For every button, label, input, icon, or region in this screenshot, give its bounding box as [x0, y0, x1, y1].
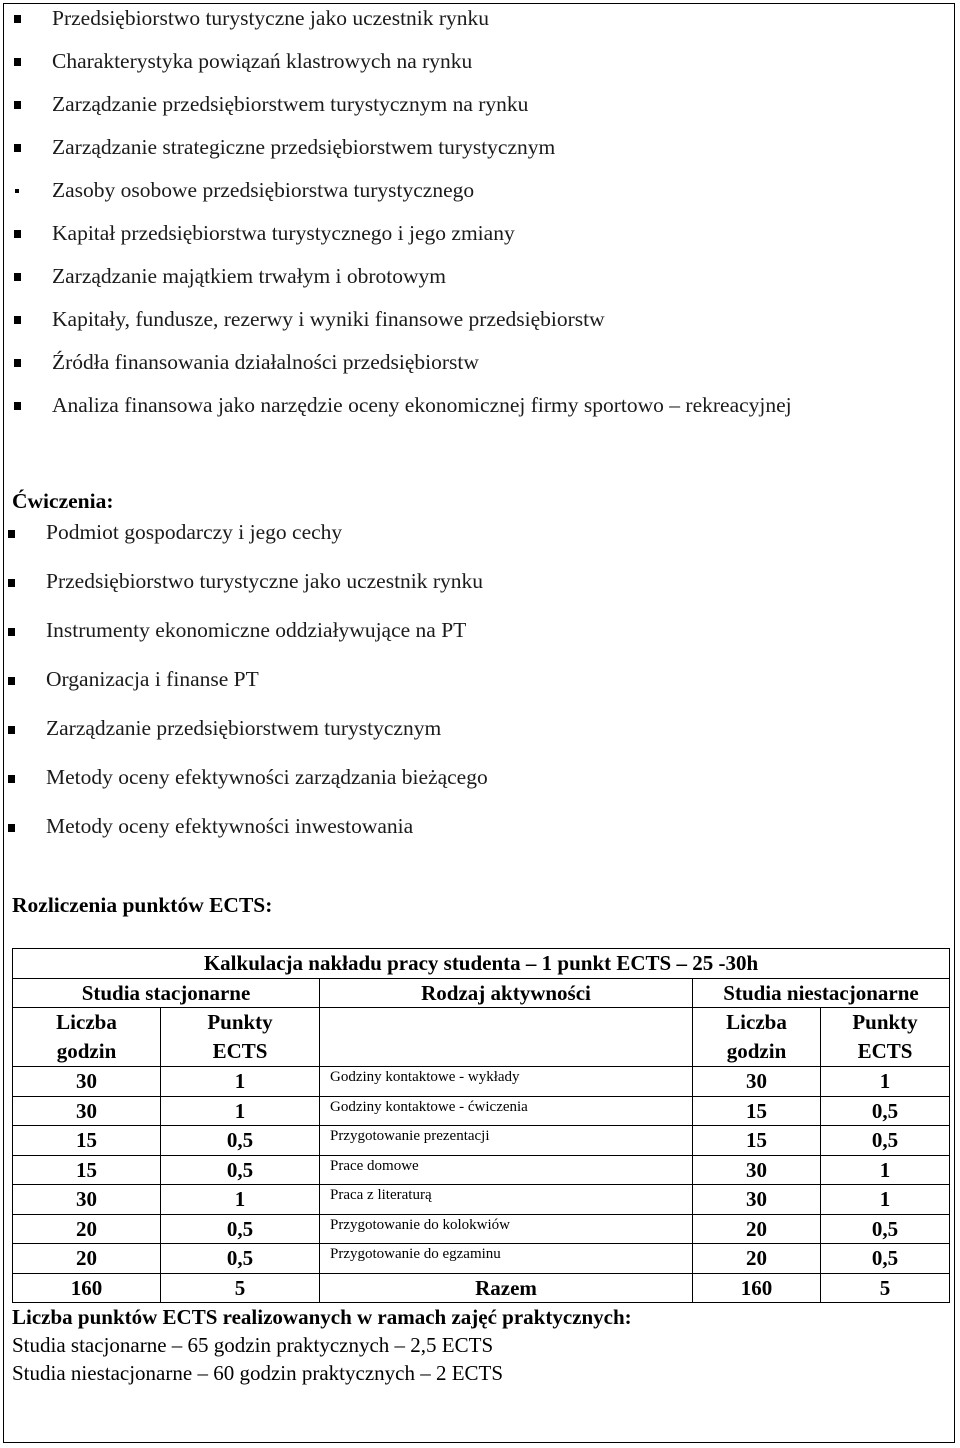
bullet-icon	[14, 15, 21, 23]
cell-nonstationary-hours: 30	[693, 1155, 821, 1185]
cell-activity: Przygotowanie prezentacji	[320, 1126, 693, 1156]
cell-nonstationary-points: 0,5	[821, 1244, 950, 1274]
cell-activity: Godziny kontaktowe - ćwiczenia	[320, 1096, 693, 1126]
bullet-icon	[8, 726, 15, 734]
cell-stationary-points: 0,5	[161, 1214, 320, 1244]
list-item: Metody oceny efektywności inwestowania	[46, 814, 414, 838]
cell-nonstationary-points: 0,5	[821, 1126, 950, 1156]
cell-stationary-hours: 20	[13, 1244, 161, 1274]
bullet-icon	[14, 58, 21, 66]
practical-heading: Liczba punktów ECTS realizowanych w ramach zajęć praktycznych:	[12, 1305, 632, 1329]
cell-nonstationary-points: 1	[821, 1185, 950, 1215]
bullet-icon	[14, 230, 21, 238]
cell-activity: Przygotowanie do egzaminu	[320, 1244, 693, 1274]
list-item: Źródła finansowania działalności przedsiębiorstw	[52, 350, 479, 374]
header-stationary: Studia stacjonarne	[13, 978, 320, 1008]
total-nonstationary-points: 5	[821, 1273, 950, 1303]
list-item: Przedsiębiorstwo turystyczne jako uczestnik rynku	[46, 569, 484, 593]
cell-stationary-points: 0,5	[161, 1244, 320, 1274]
table-row	[13, 1096, 950, 1126]
cell-stationary-hours: 20	[13, 1214, 161, 1244]
list-item: Zarządzanie majątkiem trwałym i obrotowym	[52, 264, 447, 288]
total-stationary-points: 5	[161, 1273, 320, 1303]
header-nonstationary: Studia niestacjonarne	[693, 978, 950, 1008]
table-total-row	[13, 1273, 950, 1303]
bullet-icon	[14, 402, 21, 410]
cell-nonstationary-hours: 15	[693, 1096, 821, 1126]
bullet-icon	[8, 530, 15, 538]
list-item: Zasoby osobowe przedsiębiorstwa turystycznego	[52, 178, 475, 202]
list-item: Kapitał przedsiębiorstwa turystycznego i jego zmiany	[52, 221, 515, 245]
bullet-icon	[15, 189, 19, 193]
cell-nonstationary-hours: 15	[693, 1126, 821, 1156]
list-item: Organizacja i finanse PT	[46, 667, 259, 691]
cell-stationary-points: 1	[161, 1067, 320, 1097]
exercises-heading: Ćwiczenia:	[12, 489, 114, 513]
table-header-row	[13, 978, 950, 1008]
practical-stationary: Studia stacjonarne – 65 godzin praktycznych – 2,5 ECTS	[12, 1333, 494, 1357]
cell-nonstationary-hours: 30	[693, 1067, 821, 1097]
cell-nonstationary-points: 0,5	[821, 1214, 950, 1244]
list-item: Charakterystyka powiązań klastrowych na rynku	[52, 49, 473, 73]
bullet-icon	[8, 628, 15, 636]
bullet-icon	[14, 359, 21, 367]
bullet-icon	[8, 824, 15, 832]
cell-stationary-hours: 15	[13, 1155, 161, 1185]
list-item: Instrumenty ekonomiczne oddziaływujące na PT	[46, 618, 467, 642]
total-label: Razem	[320, 1273, 693, 1303]
cell-activity: Godziny kontaktowe - wykłady	[320, 1067, 693, 1097]
ects-heading: Rozliczenia punktów ECTS:	[12, 893, 273, 917]
bullet-icon	[14, 316, 21, 324]
subheader-empty	[320, 1008, 693, 1067]
ects-table	[12, 948, 950, 1303]
cell-nonstationary-hours: 30	[693, 1185, 821, 1215]
bullet-icon	[8, 677, 15, 685]
bullet-icon	[8, 775, 15, 783]
cell-stationary-points: 1	[161, 1096, 320, 1126]
cell-nonstationary-points: 0,5	[821, 1096, 950, 1126]
cell-nonstationary-hours: 20	[693, 1214, 821, 1244]
total-nonstationary-hours: 160	[693, 1273, 821, 1303]
table-row	[13, 1244, 950, 1274]
total-stationary-hours: 160	[13, 1273, 161, 1303]
table-row	[13, 1067, 950, 1097]
cell-activity: Przygotowanie do kolokwiów	[320, 1214, 693, 1244]
list-item: Zarządzanie strategiczne przedsiębiorstwem turystycznym	[52, 135, 556, 159]
bullet-icon	[14, 273, 21, 281]
bullet-icon	[8, 579, 15, 587]
cell-stationary-hours: 15	[13, 1126, 161, 1156]
cell-stationary-hours: 30	[13, 1185, 161, 1215]
cell-stationary-points: 0,5	[161, 1155, 320, 1185]
list-item: Podmiot gospodarczy i jego cechy	[46, 520, 343, 544]
cell-stationary-hours: 30	[13, 1067, 161, 1097]
subheader-points: Punkty ECTS	[161, 1008, 320, 1067]
table-row	[13, 1185, 950, 1215]
subheader-hours: Liczba godzin	[693, 1008, 821, 1067]
cell-activity: Prace domowe	[320, 1155, 693, 1185]
subheader-points: Punkty ECTS	[821, 1008, 950, 1067]
bullet-icon	[14, 144, 21, 152]
cell-stationary-points: 0,5	[161, 1126, 320, 1156]
cell-activity: Praca z literaturą	[320, 1185, 693, 1215]
subheader-hours: Liczba godzin	[13, 1008, 161, 1067]
header-activity: Rodzaj aktywności	[320, 978, 693, 1008]
cell-nonstationary-hours: 20	[693, 1244, 821, 1274]
table-title: Kalkulacja nakładu pracy studenta – 1 punkt ECTS – 25 -30h	[13, 949, 950, 979]
cell-nonstationary-points: 1	[821, 1067, 950, 1097]
list-item: Analiza finansowa jako narzędzie oceny ekonomicznej firmy sportowo – rekreacyjnej	[52, 393, 792, 417]
list-item: Zarządzanie przedsiębiorstwem turystycznym	[46, 716, 442, 740]
table-title-row	[13, 949, 950, 979]
cell-stationary-points: 1	[161, 1185, 320, 1215]
list-item: Przedsiębiorstwo turystyczne jako uczestnik rynku	[52, 6, 490, 30]
table-row	[13, 1155, 950, 1185]
list-item: Kapitały, fundusze, rezerwy i wyniki finansowe przedsiębiorstw	[52, 307, 605, 331]
table-subheader-row	[13, 1008, 950, 1067]
cell-stationary-hours: 30	[13, 1096, 161, 1126]
bullet-icon	[14, 101, 21, 109]
table-row	[13, 1126, 950, 1156]
table-row	[13, 1214, 950, 1244]
cell-nonstationary-points: 1	[821, 1155, 950, 1185]
list-item: Metody oceny efektywności zarządzania bieżącego	[46, 765, 488, 789]
list-item: Zarządzanie przedsiębiorstwem turystycznym na rynku	[52, 92, 529, 116]
practical-nonstationary: Studia niestacjonarne – 60 godzin praktycznych – 2 ECTS	[12, 1361, 504, 1385]
